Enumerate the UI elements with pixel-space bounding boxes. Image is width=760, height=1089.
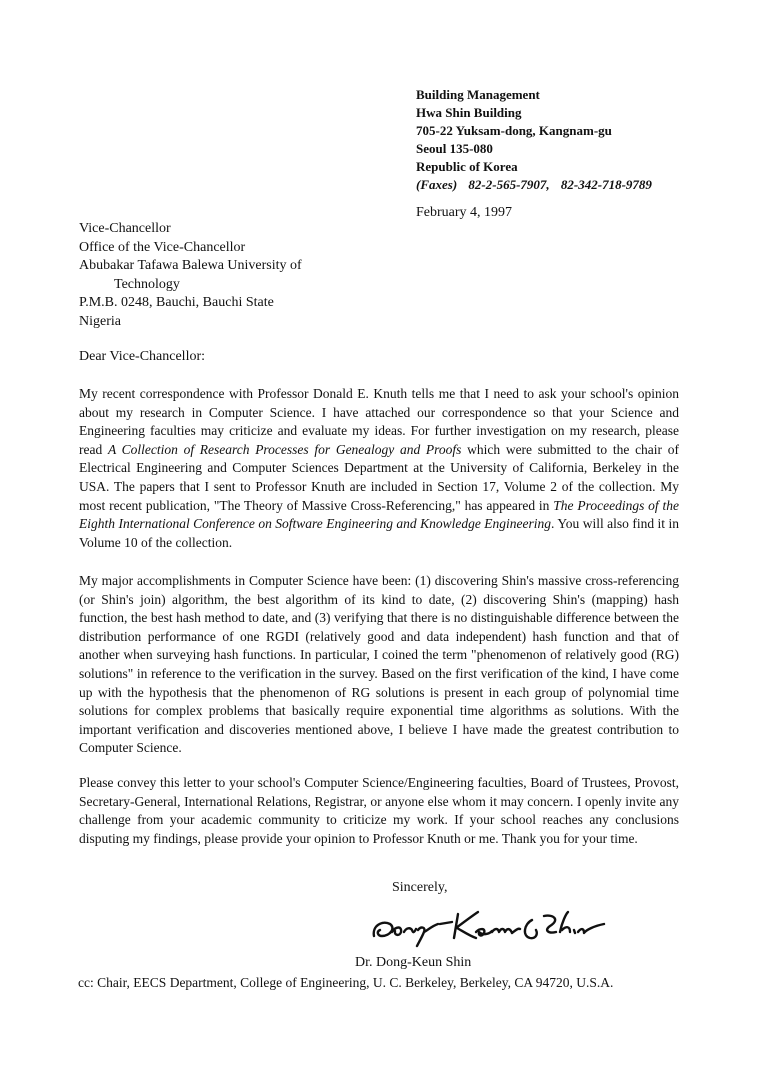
sender-address [416,86,660,194]
recipient-line: Abubakar Tafawa Balewa University of [79,258,302,273]
handwritten-signature [368,902,608,948]
body-paragraph-3: Please convey this letter to your school's Computer Science/Engineering faculties, Board of Trustees, Provost, Secretary-General, International Relations, Registrar, or anyone else whom it may concern. I openly invite any challenge from your academic community to criticize my work. If your school reaches any conclusions disputing my findings, please provide your opinion to Professor Knuth or me. Thank you for your time. [79,775,679,846]
sender-line: Hwa Shin Building [416,105,522,120]
recipient-line: Vice-Chancellor [79,221,171,236]
sender-line: Seoul 135-080 [416,141,493,156]
fax-number: 82-2-565-7907, [468,177,550,192]
cc-line: cc: Chair, EECS Department, College of Engineering, U. C. Berkeley, Berkeley, CA 94720, U.S.A. [78,975,614,990]
recipient-line: Technology [114,276,180,292]
paragraph-text: . You will also find it in Volume 10 of the collection. [79,516,679,550]
sender-line: 705-22 Yuksam-dong, Kangnam-gu [416,123,612,138]
body-paragraph-2: My major accomplishments in Computer Science have been: (1) discovering Shin's massive cross-referencing (or Shin's join) algorithm, the best algorithm of its kind to date, (2) discovering Shin's (mapping) hash function, the best hash method to date, and (3) verifying that there is no distinguishable difference between the distribution performance of one RGDI (relatively good and data independent) hash function and that of another when surveying hash functions. In particular, I coined the term "phenomenon of relatively good (RG) solutions" in reference to the verification in the survey. Based on the first verification of the kind, I have come up with the hypothesis that the phenomenon of RG solutions is present in each group of polynomial time solutions for complex problems that basically require exponential time algorithms as solutions. With the important verification and discoveries mentioned above, I believe I have made the greatest contribution to Computer Science. [79,573,679,756]
fax-label: (Faxes) [416,177,458,192]
recipient-line: P.M.B. 0248, Bauchi, Bauchi State [79,295,274,310]
recipient-line: Nigeria [79,313,121,329]
signer-name: Dr. Dong-Keun Shin [355,955,472,970]
proceedings-title: The Proceedings of the Eighth International Conference on Software Engineering and Knowledge Engineering [79,497,679,532]
letter-date: February 4, 1997 [416,205,513,220]
paragraph-text: My recent correspondence with Professor Donald E. Knuth tells me that I need to ask your school's opinion about my research in Computer Science. I have attached our correspondence so that your Science and Engineering faculties may criticize and evaluate my ideas. For further investigation on my research, please read [79,386,679,457]
closing: Sincerely, [392,880,448,895]
body-paragraph-1 [79,385,679,552]
book-title: A Collection of Research Processes for Genealogy and Proofs [107,441,462,457]
sender-line: Republic of Korea [416,159,518,174]
salutation: Dear Vice-Chancellor: [79,349,206,364]
paragraph-text: which were submitted to the chair of Electrical Engineering and Computer Sciences Department at the University of California, Berkeley in the USA. The papers that I sent to Professor Knuth are included in Section 17, Volume 2 of the collection. My most recent publication, "The Theory of Massive Cross-Referencing," has appeared in [79,441,679,513]
recipient-address [79,220,302,331]
recipient-line: Office of the Vice-Chancellor [79,239,246,255]
fax-number: 82-342-718-9789 [560,177,652,192]
sender-line: Building Management [416,87,540,102]
fax-numbers [416,176,660,194]
